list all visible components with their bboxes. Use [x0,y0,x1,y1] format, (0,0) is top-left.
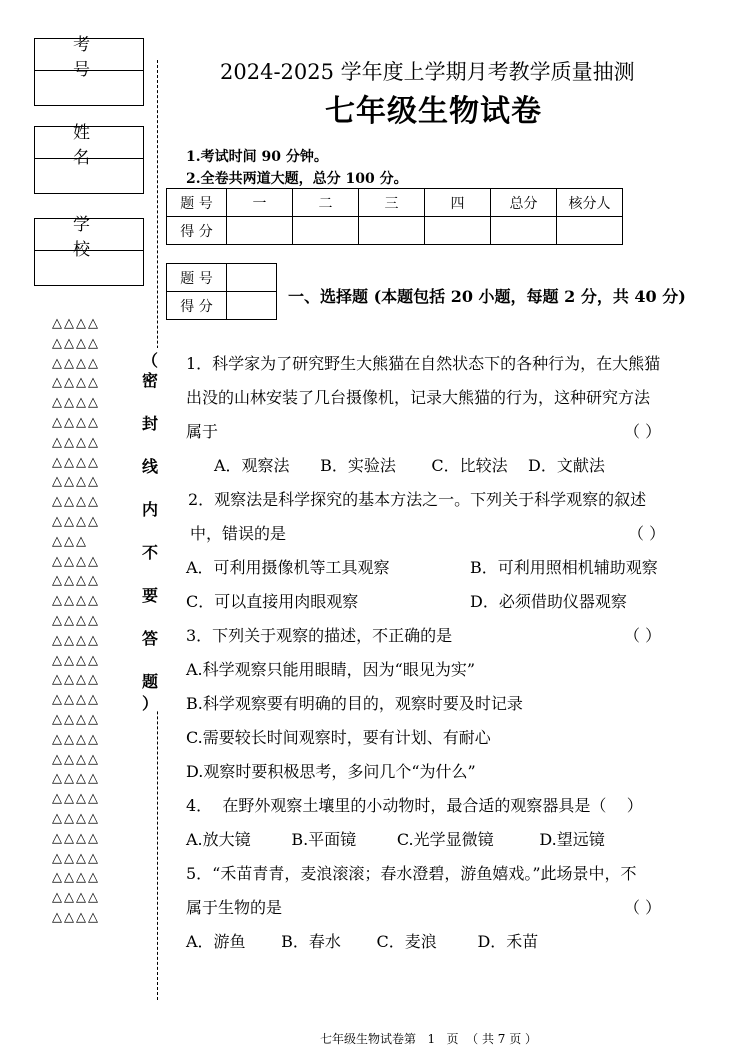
seal-char: 内 [141,500,158,519]
score-cell: 核分人 [557,189,623,217]
score-input-cell[interactable] [293,217,359,245]
score-cell: 总分 [491,189,557,217]
answer-bracket[interactable]: （ ） [624,626,662,645]
score-cell: 四 [425,189,491,217]
question-5-options: A．游鱼 B．春水 C．麦浪 D．禾苗 [186,932,539,951]
question-1-line: 属于 [186,422,219,441]
exam-title: 2024-2025 学年度上学期月考教学质量抽测 [220,60,635,84]
page-footer: 七年级生物试卷第 1 页 （ 共 7 页 ） [320,1032,538,1046]
question-5-line: 5．“禾苗青青，麦浪滚滚；春水澄碧，游鱼嬉戏。”此场景中，不 [186,864,637,883]
score-input-cell[interactable] [425,217,491,245]
question-2-line: 2．观察法是科学探究的基本方法之一。下列关于科学观察的叙述 [188,490,647,509]
triangle-pattern: △△△△ △△△△ △△△△ △△△△ △△△△ △△△△ △△△△ △△△△ △△△△ △△△△ △△△△ △△△ △△△△ △△△△ △△△△ △△△△ △△△△ △△△△ △△△△ △△△△ △△△△ △△△△ △△△△ △△△△ △△△△ △△△△ △△△△ △△△△ △△△△ △△△△ △△△△ [52,316,100,925]
seal-char: 要 [141,586,158,605]
question-3-option-a: A.科学观察只能用眼睛，因为“眼见为实” [186,660,476,679]
score-cell: 三 [359,189,425,217]
seal-char: 答 [141,629,158,648]
exam-subtitle: 七年级生物试卷 [325,94,542,129]
question-3-option-c: C.需要较长时间观察时，要有计划、有耐心 [186,728,491,747]
section-table-label: 得 分 [167,292,227,320]
score-input-cell[interactable] [557,217,623,245]
name-label: 姓名 [35,127,143,159]
question-2-option-b: B．可利用照相机辅助观察 [470,558,658,577]
seal-char: （ [141,351,158,370]
seal-char: 封 [141,414,158,433]
score-input-cell[interactable] [359,217,425,245]
section-score-table [166,263,277,320]
exam-number-label: 考号 [35,39,143,71]
section-table-label: 题 号 [167,264,227,292]
question-1-line: 出没的山林安装了几台摄像机，记录大熊猫的行为，这种研究方法 [186,388,651,407]
score-cell: 一 [227,189,293,217]
question-5-line: 属于生物的是 [186,898,283,917]
question-1-line: 1．科学家为了研究野生大熊猫在自然状态下的各种行为，在大熊猫 [186,354,661,373]
seal-char: 线 [141,457,158,476]
answer-bracket[interactable]: （ ） [624,898,662,917]
note-time: 1.考试时间 90 分钟。 [186,149,328,165]
section-heading: 一、选择题 (本题包括 20 小题，每题 2 分，共 40 分) [288,287,686,306]
score-value-row [167,217,623,245]
question-3-option-b: B.科学观察要有明确的目的，观察时要及时记录 [186,694,523,713]
school-label: 学校 [35,219,143,251]
seal-char: 题 [141,672,158,691]
question-3-line: 3．下列关于观察的描述，不正确的是 [186,626,453,645]
question-2-option-d: D．必须借助仪器观察 [470,592,627,611]
school-box[interactable] [34,214,144,286]
score-input-cell[interactable] [491,217,557,245]
score-input-cell[interactable] [227,217,293,245]
question-4-options: A.放大镜 B.平面镜 C.光学显微镜 D.望远镜 [186,830,605,849]
question-2-line: 中，错误的是 [190,524,287,543]
name-box[interactable] [34,122,144,194]
question-2-option-a: A．可利用摄像机等工具观察 [186,558,390,577]
question-1-options: A．观察法 B．实验法 C．比较法 D．文献法 [214,456,605,475]
question-3-option-d: D.观察时要积极思考，多问几个“为什么” [186,762,476,781]
score-cell: 题 号 [167,189,227,217]
score-header-row [167,189,623,217]
question-2-option-c: C．可以直接用肉眼观察 [186,592,359,611]
seal-text [141,348,159,711]
answer-bracket[interactable]: （ ） [624,422,662,441]
note-total: 2.全卷共两道大题，总分 100 分。 [186,171,408,187]
section-table-cell[interactable] [227,292,277,320]
score-cell: 二 [293,189,359,217]
section-table-cell[interactable] [227,264,277,292]
score-table [166,188,623,245]
score-row-label: 得 分 [167,217,227,245]
answer-bracket[interactable]: （ ） [628,524,666,543]
seal-char: ） [141,694,158,713]
seal-char: 不 [141,543,158,562]
question-4-line: 4． 在野外观察土壤里的小动物时，最合适的观察器具是（ ） [186,796,643,815]
seal-char: 密 [141,371,158,390]
exam-number-box[interactable] [34,34,144,106]
